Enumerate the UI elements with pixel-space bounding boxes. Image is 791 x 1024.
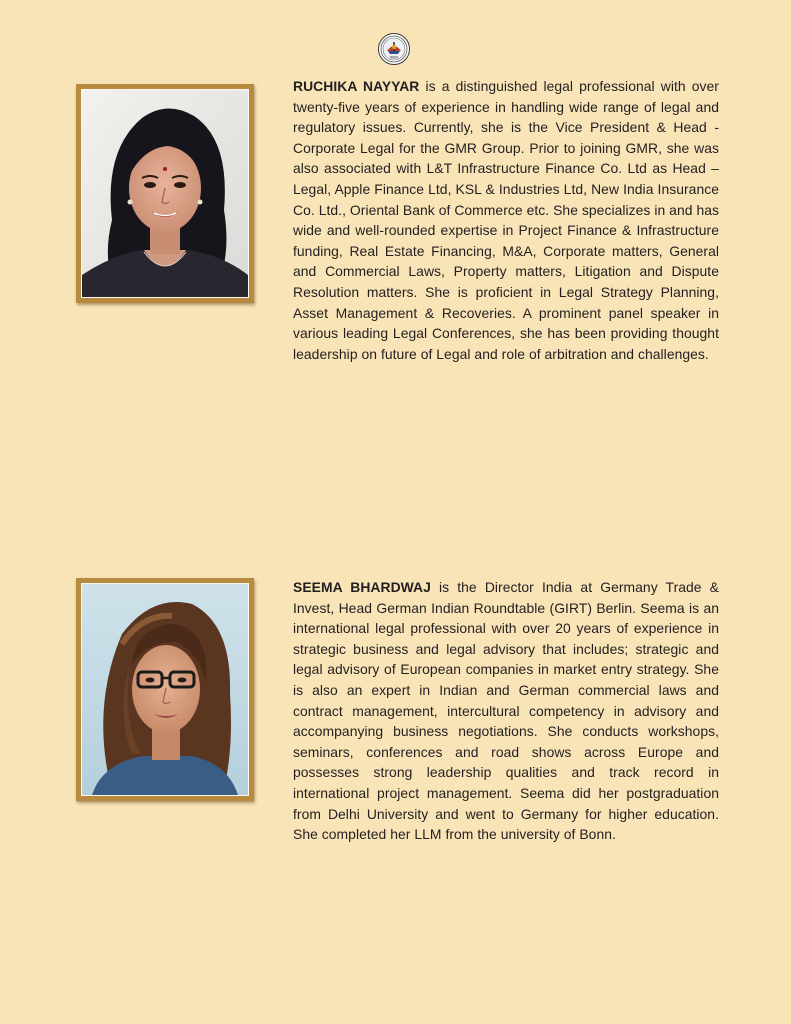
emblem-text: INDIA [389,55,399,60]
portrait-image [82,90,248,297]
emblem-icon [378,33,410,65]
profile-name: RUCHIKA NAYYAR [293,78,420,94]
emblem-logo [378,33,410,65]
profile-photo-ruchika [76,84,254,303]
profile-photo-seema [76,578,254,801]
profile-bio-text: is the Director India at Germany Trade & Invest, Head German Indian Roundtable (GIRT) Berlin. Seema is an international legal professional with over 20 years of experience in strategic business and legal advisory that includes; strategic and legal advisory of European companies in market entry strategy. She is also an expert in Indian and German commercial laws and contract management, intercultural competency in advisory and accompanying business negotiations. She conducts workshops, seminars, conferences and road shows across Europe and possesses strong leadership qualities and track record in international project management. Seema did her postgraduation from Delhi University and went to Germany for higher education. She completed her LLM from the university of Bonn. [293,579,719,843]
portrait-image [82,584,248,795]
profile-bio-ruchika [293,76,719,364]
profile-bio-text: is a distinguished legal professional with over twenty-five years of experience in handling wide range of legal and regulatory issues. Currently, she is the Vice President & Head - Corporate Legal for the GMR Group. Prior to joining GMR, she was also associated with L&T Infrastructure Finance Co. Ltd as Head – Legal, Apple Finance Ltd, KSL & Industries Ltd, New India Insurance Co. Ltd., Oriental Bank of Commerce etc. She specializes in and has wide and well-rounded expertise in Project Finance & Infrastructure funding, Real Estate Financing, M&A, Corporate matters, General and Commercial Laws, Property matters, Litigation and Dispute Resolution matters. She is proficient in Legal Strategy Planning, Asset Management & Recoveries. A prominent panel speaker in various leading Legal Conferences, she has been providing thought leadership on future of Legal and role of arbitration and challenges. [293,78,719,362]
profile-bio-seema [293,577,719,845]
profile-name: SEEMA BHARDWAJ [293,579,431,595]
